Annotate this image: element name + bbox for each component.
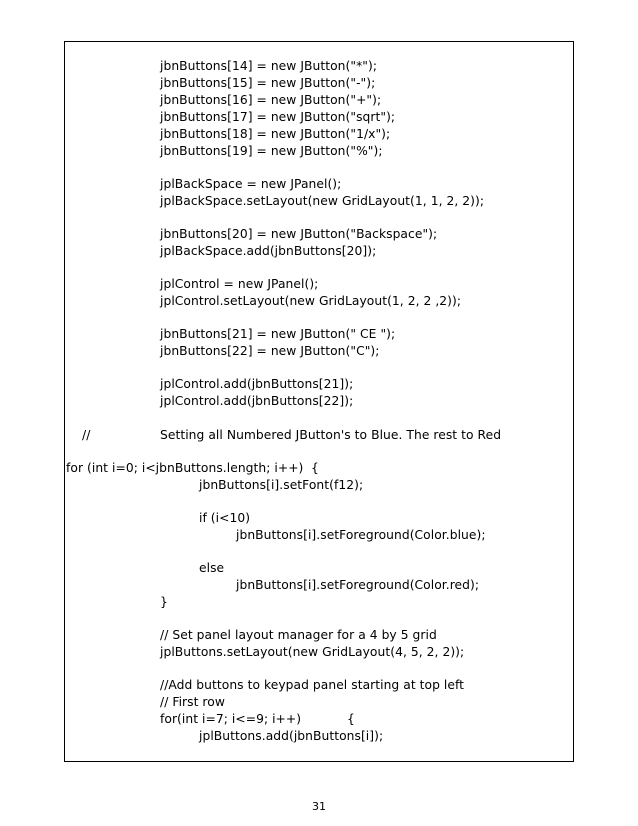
code-line: jplBackSpace.setLayout(new GridLayout(1, 1, 2, 2)); bbox=[160, 194, 485, 208]
code-line: jbnButtons[19] = new JButton("%"); bbox=[160, 144, 383, 158]
code-line: jbnButtons[i].setFont(f12); bbox=[199, 478, 364, 492]
code-line: jplControl.setLayout(new GridLayout(1, 2, 2 ,2)); bbox=[160, 294, 462, 308]
comment-marker: // bbox=[82, 428, 91, 442]
code-line: jbnButtons[i].setForeground(Color.red); bbox=[236, 578, 480, 592]
code-line: for (int i=0; i<jbnButtons.length; i++) bbox=[66, 461, 304, 475]
code-line: jplBackSpace = new JPanel(); bbox=[160, 177, 342, 191]
code-line: jbnButtons[i].setForeground(Color.blue); bbox=[236, 528, 486, 542]
open-brace: { bbox=[311, 461, 319, 475]
code-line: // Set panel layout manager for a 4 by 5 grid bbox=[160, 628, 437, 642]
code-line: jplControl = new JPanel(); bbox=[160, 277, 319, 291]
page-number: 31 bbox=[312, 800, 326, 813]
code-line: jplButtons.add(jbnButtons[i]); bbox=[199, 729, 384, 743]
code-line: // First row bbox=[160, 695, 225, 709]
code-line: jbnButtons[21] = new JButton(" CE "); bbox=[160, 327, 396, 341]
code-line: jplBackSpace.add(jbnButtons[20]); bbox=[160, 244, 377, 258]
code-line: else bbox=[199, 561, 225, 575]
code-line: for(int i=7; i<=9; i++) bbox=[160, 712, 302, 726]
code-line: jbnButtons[14] = new JButton("*"); bbox=[160, 59, 378, 73]
code-line: jplControl.add(jbnButtons[22]); bbox=[160, 394, 354, 408]
comment-text: Setting all Numbered JButton's to Blue. The rest to Red bbox=[160, 428, 502, 442]
close-brace: } bbox=[160, 595, 168, 609]
code-line: jbnButtons[20] = new JButton("Backspace"); bbox=[160, 227, 438, 241]
code-line: jbnButtons[22] = new JButton("C"); bbox=[160, 344, 380, 358]
code-line: jbnButtons[16] = new JButton("+"); bbox=[160, 93, 382, 107]
code-line: jbnButtons[18] = new JButton("1/x"); bbox=[160, 127, 391, 141]
code-line: //Add buttons to keypad panel starting at top left bbox=[160, 678, 465, 692]
code-line: jplControl.add(jbnButtons[21]); bbox=[160, 377, 354, 391]
open-brace: { bbox=[347, 712, 355, 726]
code-line: jbnButtons[15] = new JButton("-"); bbox=[160, 76, 376, 90]
code-line: if (i<10) bbox=[199, 511, 251, 525]
code-line: jplButtons.setLayout(new GridLayout(4, 5, 2, 2)); bbox=[160, 645, 465, 659]
code-line: jbnButtons[17] = new JButton("sqrt"); bbox=[160, 110, 396, 124]
